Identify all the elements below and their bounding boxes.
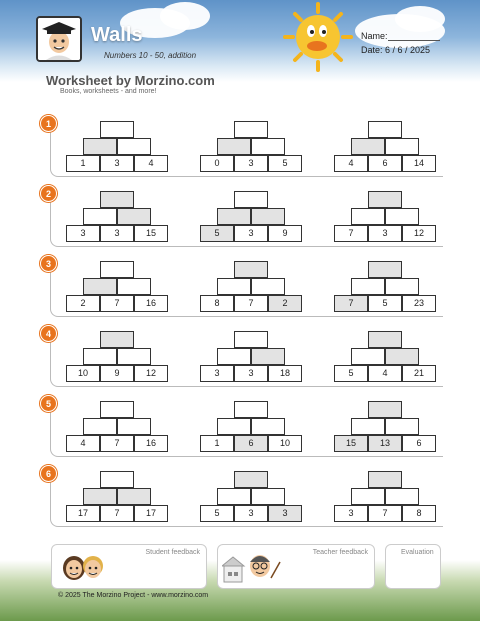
wall-brick-given[interactable]: 6: [234, 435, 268, 452]
wall-brick-given[interactable]: 7: [368, 505, 402, 522]
cloud-decoration: [395, 6, 445, 32]
wall-brick-answer[interactable]: [234, 261, 268, 278]
wall-brick-answer[interactable]: [368, 121, 402, 138]
wall-brick-answer[interactable]: [117, 418, 151, 435]
wall-brick-answer[interactable]: [217, 348, 251, 365]
worksheet-row: [40, 255, 445, 319]
wall-brick-given[interactable]: 17: [66, 505, 100, 522]
page-title: Walls: [91, 24, 143, 46]
wall-brick-answer[interactable]: [83, 348, 117, 365]
wall-brick-given[interactable]: 7: [234, 295, 268, 312]
wall-brick-given[interactable]: 15: [334, 435, 368, 452]
wall-brick-given[interactable]: 14: [402, 155, 436, 172]
wall-brick-answer[interactable]: [217, 488, 251, 505]
wall-brick-answer[interactable]: [117, 208, 151, 225]
wall-brick-given[interactable]: 12: [402, 225, 436, 242]
wall-brick-answer[interactable]: [385, 138, 419, 155]
wall-brick-given[interactable]: 7: [334, 225, 368, 242]
wall-brick-answer[interactable]: [83, 278, 117, 295]
wall-brick-given[interactable]: 3: [334, 505, 368, 522]
wall-brick-answer[interactable]: [368, 191, 402, 208]
wall-brick-given[interactable]: 0: [200, 155, 234, 172]
wall-brick-answer[interactable]: [100, 191, 134, 208]
wall-brick-given[interactable]: 3: [234, 225, 268, 242]
number-wall-pyramid: [66, 471, 168, 522]
wall-brick-answer[interactable]: [117, 278, 151, 295]
wall-brick-answer[interactable]: [100, 331, 134, 348]
wall-brick-given[interactable]: 8: [402, 505, 436, 522]
wall-brick-answer[interactable]: [385, 488, 419, 505]
row-number-badge: 1: [40, 115, 57, 132]
copyright-text: © 2025 The Morzino Project - www.morzino.com: [58, 592, 209, 599]
number-wall-pyramid: [200, 261, 302, 312]
wall-brick-given[interactable]: 7: [100, 435, 134, 452]
wall-brick-answer[interactable]: [234, 331, 268, 348]
wall-brick-answer[interactable]: [351, 208, 385, 225]
wall-brick-answer[interactable]: [234, 121, 268, 138]
teacher-feedback-label: Teacher feedback: [312, 549, 368, 556]
wall-brick-answer[interactable]: [251, 418, 285, 435]
wall-brick-answer[interactable]: [234, 471, 268, 488]
wall-brick-given[interactable]: 17: [134, 505, 168, 522]
wall-brick-given[interactable]: 3: [234, 505, 268, 522]
wall-brick-answer[interactable]: [385, 348, 419, 365]
wall-brick-answer[interactable]: [83, 488, 117, 505]
wall-brick-given[interactable]: 7: [334, 295, 368, 312]
wall-brick-answer[interactable]: [251, 488, 285, 505]
wall-brick-answer[interactable]: [234, 401, 268, 418]
wall-brick-answer[interactable]: [351, 488, 385, 505]
teacher-feedback-box[interactable]: [217, 544, 375, 589]
wall-brick-given[interactable]: 4: [334, 155, 368, 172]
worksheet-row: [40, 325, 445, 389]
wall-brick-given[interactable]: 5: [200, 505, 234, 522]
wall-brick-given[interactable]: 3: [234, 155, 268, 172]
wall-brick-given[interactable]: 3: [234, 365, 268, 382]
page-subtitle: Numbers 10 - 50, addition: [104, 51, 197, 60]
wall-brick-given[interactable]: 6: [402, 435, 436, 452]
wall-brick-answer[interactable]: [100, 121, 134, 138]
wall-brick-answer[interactable]: [217, 278, 251, 295]
wall-brick-answer[interactable]: [351, 138, 385, 155]
wall-brick-answer[interactable]: [217, 208, 251, 225]
row-number-badge: 4: [40, 325, 57, 342]
wall-brick-given[interactable]: 9: [100, 365, 134, 382]
cloud-decoration: [160, 2, 210, 30]
number-wall-pyramid: [334, 191, 436, 242]
teacher-icon: [222, 548, 282, 586]
wall-brick-answer[interactable]: [83, 208, 117, 225]
wall-brick-given[interactable]: 2: [268, 295, 302, 312]
evaluation-box[interactable]: [385, 544, 441, 589]
wall-brick-given[interactable]: 10: [66, 365, 100, 382]
wall-brick-answer[interactable]: [351, 348, 385, 365]
wall-brick-answer[interactable]: [117, 488, 151, 505]
name-field[interactable]: [388, 40, 440, 41]
wall-brick-given[interactable]: 3: [368, 225, 402, 242]
wall-brick-given[interactable]: 6: [368, 155, 402, 172]
wall-brick-answer[interactable]: [234, 191, 268, 208]
kids-icon: [58, 548, 108, 586]
wall-brick-given[interactable]: 16: [134, 435, 168, 452]
wall-brick-given[interactable]: 3: [66, 225, 100, 242]
number-wall-pyramid: [200, 191, 302, 242]
wall-brick-answer[interactable]: [351, 418, 385, 435]
evaluation-label: Evaluation: [401, 549, 434, 556]
wall-brick-answer[interactable]: [117, 348, 151, 365]
wall-brick-answer[interactable]: [351, 278, 385, 295]
wall-brick-answer[interactable]: [251, 278, 285, 295]
wall-brick-given[interactable]: 8: [200, 295, 234, 312]
wall-brick-given[interactable]: 4: [368, 365, 402, 382]
wall-brick-given[interactable]: 9: [268, 225, 302, 242]
wall-brick-answer[interactable]: [368, 331, 402, 348]
wall-brick-given[interactable]: 5: [368, 295, 402, 312]
row-number-badge: 2: [40, 185, 57, 202]
sun-icon: [283, 2, 353, 72]
wall-brick-answer[interactable]: [251, 138, 285, 155]
wall-brick-given[interactable]: 23: [402, 295, 436, 312]
worksheet-row: [40, 115, 445, 179]
wall-brick-answer[interactable]: [368, 261, 402, 278]
wall-brick-answer[interactable]: [217, 418, 251, 435]
wall-brick-answer[interactable]: [83, 418, 117, 435]
number-wall-pyramid: [200, 331, 302, 382]
wall-brick-given[interactable]: 4: [134, 155, 168, 172]
wall-brick-given[interactable]: 7: [100, 295, 134, 312]
wall-brick-answer[interactable]: [100, 261, 134, 278]
number-wall-pyramid: [200, 121, 302, 172]
row-number-badge: 5: [40, 395, 57, 412]
student-feedback-box[interactable]: [51, 544, 207, 589]
wall-brick-given[interactable]: 1: [66, 155, 100, 172]
wall-brick-given[interactable]: 3: [200, 365, 234, 382]
wall-brick-answer[interactable]: [117, 138, 151, 155]
wall-brick-answer[interactable]: [100, 471, 134, 488]
number-wall-pyramid: [66, 401, 168, 452]
student-avatar-icon: [36, 16, 82, 62]
wall-brick-given[interactable]: 5: [268, 155, 302, 172]
wall-brick-given[interactable]: 7: [100, 505, 134, 522]
number-wall-pyramid: [66, 191, 168, 242]
worksheet-row: [40, 395, 445, 459]
number-wall-pyramid: [334, 261, 436, 312]
wall-brick-given[interactable]: 15: [134, 225, 168, 242]
wall-brick-given[interactable]: 5: [200, 225, 234, 242]
number-wall-pyramid: [334, 121, 436, 172]
number-wall-pyramid: [200, 471, 302, 522]
wall-brick-given[interactable]: 4: [66, 435, 100, 452]
wall-brick-given[interactable]: 2: [66, 295, 100, 312]
wall-brick-answer[interactable]: [385, 418, 419, 435]
wall-brick-given[interactable]: 5: [334, 365, 368, 382]
wall-brick-given[interactable]: 3: [100, 155, 134, 172]
wall-brick-given[interactable]: 16: [134, 295, 168, 312]
student-feedback-label: Student feedback: [145, 549, 200, 556]
number-wall-pyramid: [334, 331, 436, 382]
wall-brick-answer[interactable]: [83, 138, 117, 155]
name-label: Name:: [361, 31, 388, 41]
worksheet-row: [40, 465, 445, 529]
number-wall-pyramid: [66, 261, 168, 312]
wall-brick-answer[interactable]: [100, 401, 134, 418]
wall-brick-answer[interactable]: [251, 348, 285, 365]
wall-brick-given[interactable]: 3: [100, 225, 134, 242]
wall-brick-given[interactable]: 3: [268, 505, 302, 522]
number-wall-pyramid: [334, 471, 436, 522]
number-wall-pyramid: [66, 121, 168, 172]
wall-brick-answer[interactable]: [217, 138, 251, 155]
wall-brick-given[interactable]: 21: [402, 365, 436, 382]
row-number-badge: 3: [40, 255, 57, 272]
wall-brick-given[interactable]: 12: [134, 365, 168, 382]
wall-brick-given[interactable]: 13: [368, 435, 402, 452]
wall-brick-given[interactable]: 10: [268, 435, 302, 452]
brand-title: Worksheet by Morzino.com: [46, 73, 215, 88]
brand-tagline: Books, worksheets - and more!: [60, 88, 157, 95]
number-wall-pyramid: [334, 401, 436, 452]
wall-brick-given[interactable]: 18: [268, 365, 302, 382]
date-text: Date: 6 / 6 / 2025: [361, 45, 431, 55]
wall-brick-answer[interactable]: [251, 208, 285, 225]
number-wall-pyramid: [66, 331, 168, 382]
row-number-badge: 6: [40, 465, 57, 482]
wall-brick-answer[interactable]: [385, 278, 419, 295]
worksheet-row: [40, 185, 445, 249]
wall-brick-answer[interactable]: [368, 401, 402, 418]
wall-brick-given[interactable]: 1: [200, 435, 234, 452]
number-wall-pyramid: [200, 401, 302, 452]
wall-brick-answer[interactable]: [385, 208, 419, 225]
wall-brick-answer[interactable]: [368, 471, 402, 488]
